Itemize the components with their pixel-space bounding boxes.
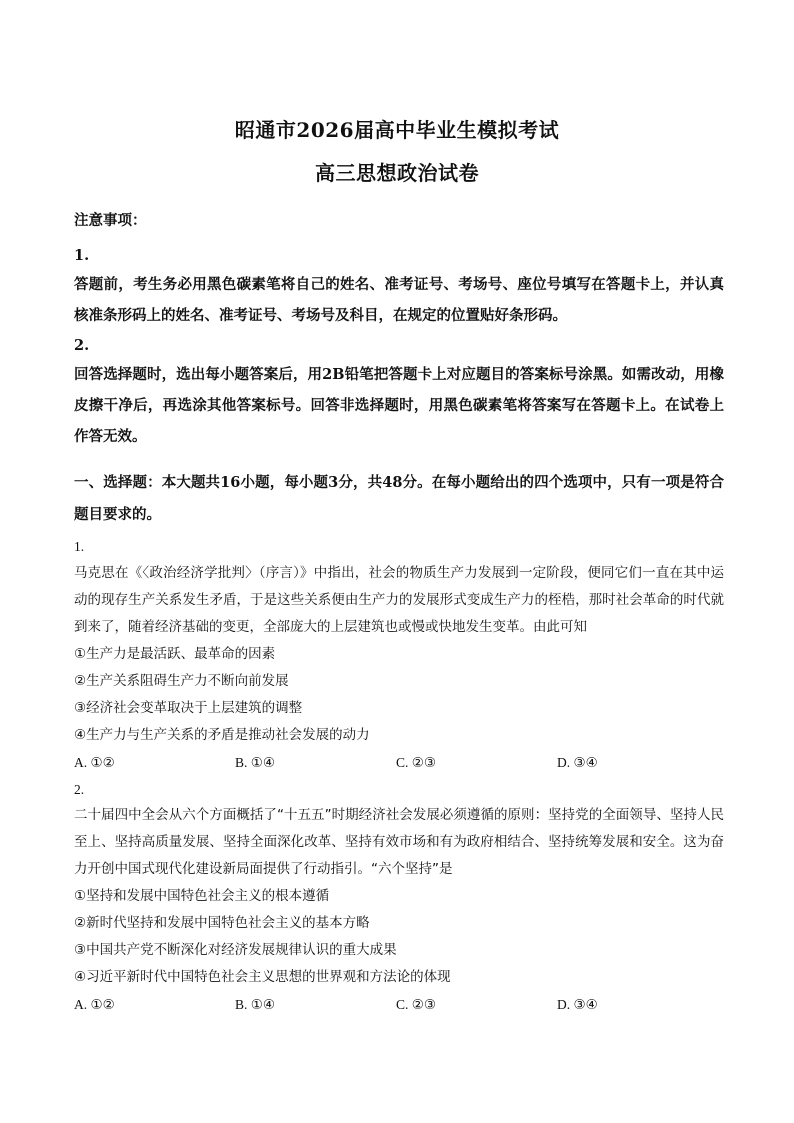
note-number-1: 1. xyxy=(74,247,90,264)
section-heading: 一、选择题：本大题共16小题，每小题3分，共48分。在每小题给出的四个选项中，只有一项是符合题目要求的。 xyxy=(74,474,724,523)
option-a: A. ①② xyxy=(74,997,115,1012)
question-number-2: 2. xyxy=(74,782,85,797)
option-c: C. ②③ xyxy=(396,997,436,1012)
question-stem-2: 二十届四中全会从六个方面概括了“十五五”时期经济社会发展必须遵循的原则：坚持党的全面领导、坚持人民至上、坚持高质量发展、坚持全面深化改革、坚持有效市场和有为政府相结合、坚持统筹发展和安全。这为奋力开创中国式现代化建设新局面提供了行动指引。“六个坚持”是 xyxy=(74,807,724,877)
notes-heading: 注意事项： xyxy=(74,212,147,229)
statement-2-1: ①坚持和发展中国特色社会主义的根本遵循 xyxy=(74,888,330,904)
option-d: D. ③④ xyxy=(557,755,598,770)
question-number-1: 1. xyxy=(74,539,85,554)
option-b: B. ①④ xyxy=(235,755,275,770)
statement-2-2: ②新时代坚持和发展中国特色社会主义的基本方略 xyxy=(74,915,370,931)
option-a: A. ①② xyxy=(74,755,115,770)
question-stem-1: 马克思在《〈政治经济学批判〉（序言）》中指出，社会的物质生产力发展到一定阶段，便同它们一直在其中运动的现存生产关系发生矛盾，于是这些关系便由生产力的发展形式变成生产力的桎梏，那时社会革命的时代就到来了，随着经济基础的变更，全部庞大的上层建筑也或慢或快地发生变革。由此可知 xyxy=(74,565,724,635)
options-1 xyxy=(74,749,724,776)
statement-2-4: ④习近平新时代中国特色社会主义思想的世界观和方法论的体现 xyxy=(74,969,451,985)
statement-1-2: ②生产关系阻碍生产力不断向前发展 xyxy=(74,673,289,689)
note-text-2: 回答选择题时，选出每小题答案后，用2B铅笔把答题卡上对应题目的答案标号涂黑。如需改动，用橡皮擦干净后，再选涂其他答案标号。回答非选择题时，用黑色碳素笔将答案写在答题卡上。在试卷上作答无效。 xyxy=(74,366,724,445)
option-b: B. ①④ xyxy=(235,997,275,1012)
statement-2-3: ③中国共产党不断深化对经济发展规律认识的重大成果 xyxy=(74,942,397,958)
statement-1-4: ④生产力与生产关系的矛盾是推动社会发展的动力 xyxy=(74,727,370,743)
note-text-1: 答题前，考生务必用黑色碳素笔将自己的姓名、准考证号、考场号、座位号填写在答题卡上，并认真核准条形码上的姓名、准考证号、考场号及科目，在规定的位置贴好条形码。 xyxy=(74,276,724,324)
note-number-2: 2. xyxy=(74,337,90,354)
option-c: C. ②③ xyxy=(396,755,436,770)
statement-1-1: ①生产力是最活跃、最革命的因素 xyxy=(74,646,276,662)
option-d: D. ③④ xyxy=(557,997,598,1012)
exam-title: 昭通市2026届高中毕业生模拟考试 xyxy=(234,118,560,142)
options-2 xyxy=(74,991,724,1018)
exam-subject-title: 高三思想政治试卷 xyxy=(315,161,479,185)
statement-1-3: ③经济社会变革取决于上层建筑的调整 xyxy=(74,700,303,716)
